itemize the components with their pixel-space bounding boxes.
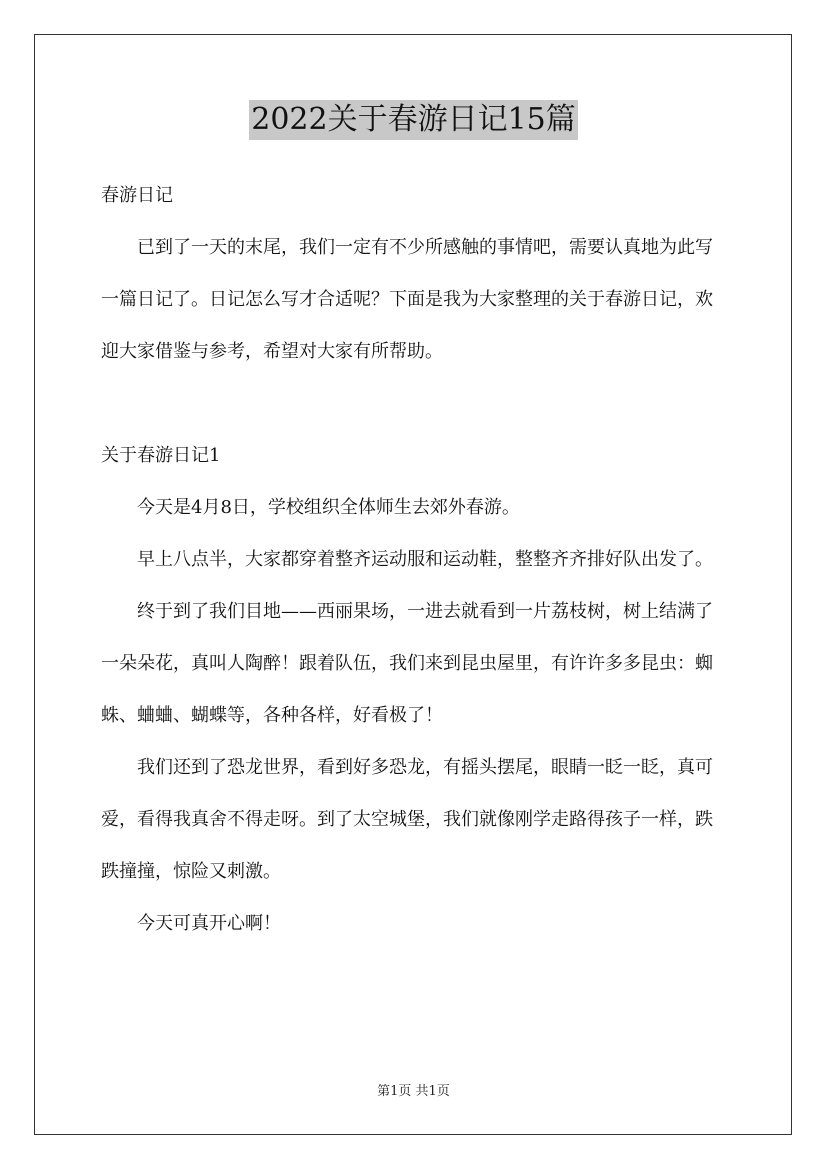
section-heading: 春游日记	[101, 185, 173, 206]
body-paragraph: 早上八点半，大家都穿着整齐运动服和运动鞋，整整齐齐排好队出发了。	[137, 549, 713, 570]
body-paragraph: 终于到了我们目地——西丽果场，一进去就看到一片荔枝树，树上结满了一朵朵花，真叫人陶醉！跟着队伍，我们来到昆虫屋里，有许许多多昆虫：蜘蛛、蛐蛐、蝴蝶等，各种各样，好看极了！	[101, 601, 713, 726]
page-number: 第1页 共1页	[377, 1084, 450, 1099]
entry-heading: 关于春游日记1	[101, 445, 221, 466]
title-area	[0, 100, 827, 140]
document-title: 2022关于春游日记15篇	[249, 100, 578, 140]
intro-paragraph: 已到了一天的末尾，我们一定有不少所感触的事情吧，需要认真地为此写一篇日记了。日记怎么写才合适呢？下面是我为大家整理的关于春游日记，欢迎大家借鉴与参考，希望对大家有所帮助。	[101, 237, 713, 362]
page-footer	[0, 1083, 827, 1101]
body-paragraph: 今天是4月8日，学校组织全体师生去郊外春游。	[137, 497, 520, 518]
document-body	[101, 170, 727, 950]
body-paragraph: 今天可真开心啊！	[137, 913, 281, 934]
paragraph-spacer	[101, 378, 727, 430]
body-paragraph: 我们还到了恐龙世界，看到好多恐龙，有摇头摆尾，眼睛一眨一眨，真可爱，看得我真舍不得走呀。到了太空城堡，我们就像刚学走路得孩子一样，跌跌撞撞，惊险又刺激。	[101, 757, 713, 882]
